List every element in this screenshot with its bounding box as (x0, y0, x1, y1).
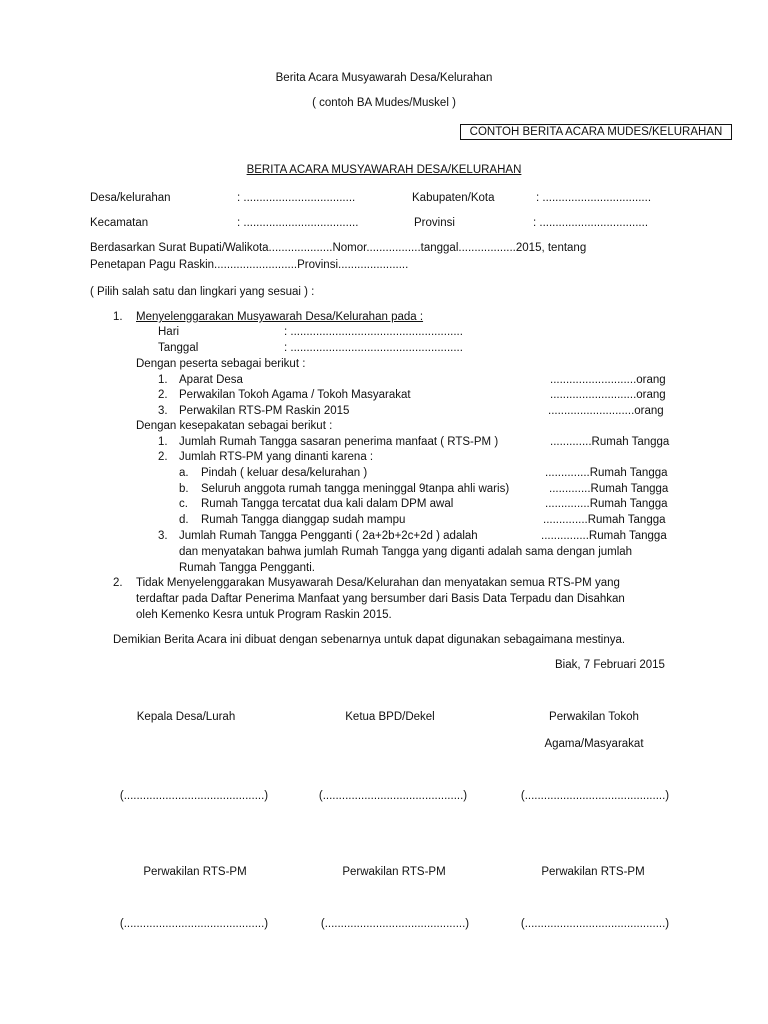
item2-text: oleh Kemenko Kesra untuk Program Raskin 2015. (136, 609, 392, 621)
peserta-value: ...........................orang (548, 405, 664, 417)
peserta-value: ...........................orang (550, 374, 666, 386)
signature-title: Perwakilan Tokoh (549, 711, 639, 723)
item2-text: Tidak Menyelenggarakan Musyawarah Desa/Kelurahan dan menyatakan semua RTS-PM yang (136, 577, 620, 589)
kesepakatan-text: Rumah Tangga Pengganti. (179, 562, 315, 574)
signature-line: (............................................) (520, 918, 670, 930)
item1-heading: Menyelenggarakan Musyawarah Desa/Kelurahan pada : (136, 311, 424, 323)
sub-item-label: Rumah Tangga tercatat dua kali dalam DPM awal (201, 498, 454, 510)
place-date: Biak, 7 Februari 2015 (555, 659, 665, 671)
signature-title: Ketua BPD/Dekel (345, 711, 435, 723)
kesepakatan-heading: Dengan kesepakatan sebagai berikut : (136, 420, 333, 432)
header-subtitle: ( contoh BA Mudes/Muskel ) (312, 97, 456, 109)
hari-label: Hari (158, 326, 180, 338)
tanggal-field: : ...................................................... (284, 342, 463, 354)
intro-line-2: Penetapan Pagu Raskin..........................Provinsi...................... (90, 259, 409, 271)
signature-title: Perwakilan RTS-PM (143, 866, 247, 878)
intro-line-1: Berdasarkan Surat Bupati/Walikota....................Nomor.................tanggal..................2015, tentang (90, 242, 587, 254)
closing-statement: Demikian Berita Acara ini dibuat dengan sebenarnya untuk dapat digunakan sebagaimana mestinya. (113, 634, 626, 646)
sub-item-letter: c. (179, 498, 188, 510)
signature-title: Perwakilan RTS-PM (541, 866, 645, 878)
kesepakatan-number: 3. (158, 530, 168, 542)
kesepakatan-label: Jumlah Rumah Tangga sasaran penerima manfaat ( RTS-PM ) (179, 436, 499, 448)
peserta-heading: Dengan peserta sebagai berikut : (136, 358, 306, 370)
peserta-value: ...........................orang (550, 389, 666, 401)
provinsi-field: : .................................. (533, 217, 649, 229)
sub-item-letter: b. (179, 483, 189, 495)
signature-title-cont: Agama/Masyarakat (544, 738, 644, 750)
peserta-label: Perwakilan Tokoh Agama / Tokoh Masyarakat (179, 389, 411, 401)
item1-number: 1. (113, 311, 123, 323)
peserta-number: 3. (158, 405, 168, 417)
sub-item-letter: d. (179, 514, 189, 526)
kecamatan-field: : .................................... (237, 217, 359, 229)
sub-item-label: Pindah ( keluar desa/kelurahan ) (201, 467, 368, 479)
peserta-number: 1. (158, 374, 168, 386)
kesepakatan-text: dan menyatakan bahwa jumlah Rumah Tangga yang diganti adalah sama dengan jumlah (179, 546, 633, 558)
kesepakatan-label: Jumlah Rumah Tangga Pengganti ( 2a+2b+2c+2d ) adalah (179, 530, 478, 542)
sub-item-value: ..............Rumah Tangga (543, 514, 666, 526)
signature-line: (............................................) (119, 918, 269, 930)
peserta-label: Perwakilan RTS-PM Raskin 2015 (179, 405, 350, 417)
example-box-label: CONTOH BERITA ACARA MUDES/KELURAHAN (460, 124, 732, 140)
kesepakatan-value: .............Rumah Tangga (550, 436, 670, 448)
sub-item-label: Seluruh anggota rumah tangga meninggal 9tanpa ahli waris) (201, 483, 510, 495)
kabupaten-field: : .................................. (536, 192, 652, 204)
hari-field: : ...................................................... (284, 326, 463, 338)
sub-item-value: .............Rumah Tangga (549, 483, 669, 495)
header-title: Berita Acara Musyawarah Desa/Kelurahan (275, 72, 493, 84)
signature-line: (............................................) (520, 790, 670, 802)
signature-line: (............................................) (320, 918, 470, 930)
desa-field: : ................................... (237, 192, 356, 204)
item2-text: terdaftar pada Daftar Penerima Manfaat yang bersumber dari Basis Data Terpadu dan Disahkan (136, 593, 625, 605)
sub-item-letter: a. (179, 467, 189, 479)
peserta-label: Aparat Desa (179, 374, 243, 386)
kecamatan-label: Kecamatan (90, 217, 149, 229)
kabupaten-label: Kabupaten/Kota (412, 192, 495, 204)
item2-number: 2. (113, 577, 123, 589)
document-title: BERITA ACARA MUSYAWARAH DESA/KELURAHAN (246, 164, 522, 176)
kesepakatan-label: Jumlah RTS-PM yang dinanti karena : (179, 451, 374, 463)
choose-instruction: ( Pilih salah satu dan lingkari yang sesuai ) : (90, 286, 315, 298)
kesepakatan-number: 2. (158, 451, 168, 463)
peserta-number: 2. (158, 389, 168, 401)
sub-item-label: Rumah Tangga dianggap sudah mampu (201, 514, 406, 526)
kesepakatan-number: 1. (158, 436, 168, 448)
provinsi-label: Provinsi (414, 217, 455, 229)
signature-line: (............................................) (318, 790, 468, 802)
signature-title: Perwakilan RTS-PM (342, 866, 446, 878)
kesepakatan-value: ...............Rumah Tangga (541, 530, 667, 542)
sub-item-value: ..............Rumah Tangga (545, 498, 668, 510)
signature-title: Kepala Desa/Lurah (136, 711, 236, 723)
signature-line: (............................................) (119, 790, 269, 802)
sub-item-value: ..............Rumah Tangga (545, 467, 668, 479)
desa-label: Desa/kelurahan (90, 192, 171, 204)
tanggal-label: Tanggal (158, 342, 199, 354)
